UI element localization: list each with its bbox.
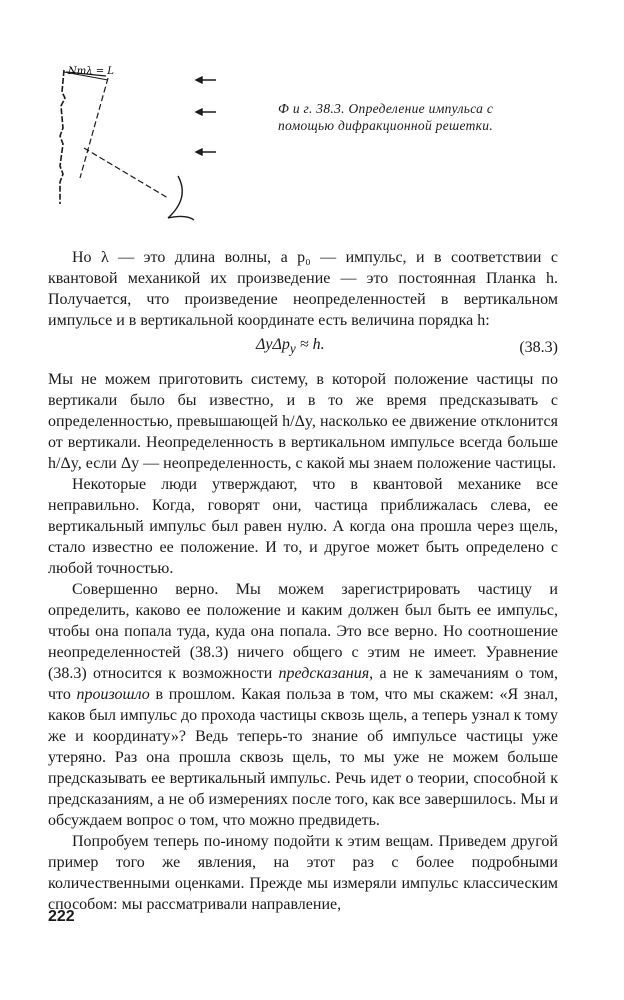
body-text: [48, 247, 558, 915]
paragraph-4-emphasis-2: произошло: [76, 686, 150, 703]
figure-caption: Ф и г. 38.3. Определение импульса с помощью дифракционной решетки.: [278, 101, 494, 133]
paragraph-4-part-3: в прошлом. Какая польза в том, что мы скажем: «Я знал, каков был импульс до прохода частицы сквозь щель, а теперь узнал к тому же и координату»? Ведь теперь-то знание об импульсе частицы уже утеряно. Раз она прошла сквозь щель, то мы уже не можем больше предсказывать ее вертикальный импульс. Речь идет о теории, способной к предсказаниям, а не об измерениях после того, как все завершилось. Мы и обсуждаем вопрос о том, что можно предвидеть.: [48, 686, 559, 829]
diffracted-ray: [80, 78, 108, 178]
paragraph-4-emphasis-1: предсказания: [278, 665, 370, 682]
figure-label: Nmλ = L: [68, 66, 114, 77]
paragraph-4-part-1: Совершенно верно. Мы можем зарегистрировать частицу и определить, каково ее положение и каким должен был быть ее импульс, чтобы она попала туда, куда она попала. Это все верно. Но соотношение неопределенностей (38.3) ничего общего с этим не имеет. Уравнение (38.3) относится к возможности: [48, 581, 558, 682]
paragraph-4-part-2: , а не к замечаниям о том, что: [48, 665, 558, 703]
equation-subscript: y: [289, 341, 296, 357]
incident-arrows: [196, 77, 216, 155]
equation-lhs: ΔyΔp: [256, 336, 290, 354]
paragraph-5: Попробуем теперь по-иному подойти к этим вещам. Приведем другой пример того же явления, на этот раз с более подробными количественными оценками. Прежде мы измеряли импульс классическим способом: мы рассматривали направление,: [48, 833, 558, 913]
paragraph-1: Но λ — это длина волны, а p₀ — импульс, и в соответствии с квантовой механикой их произведение — это постоянная Планка h. Получается, что произведение неопределенностей в вертикальном импульсе и в вертикальной координате есть величина порядка h:: [48, 249, 558, 329]
paragraph-2: Мы не можем приготовить систему, в которой положение частицы по вертикали было бы известно, и в то же время предсказывать с определенностью, превышающей h/Δy, насколько ее движение отклонится от вертикали. Неопределенность в вертикальном импульсе всегда больше h/Δy, если Δy — неопределенность, с какой мы знаем положение частицы.: [48, 371, 558, 472]
page-number: 222: [48, 908, 75, 925]
paragraph-4: [48, 579, 558, 831]
equation-38-3: [48, 333, 558, 361]
grating-line: [60, 70, 65, 204]
equation-number: (38.3): [519, 338, 558, 356]
equation-formula: [256, 334, 325, 359]
equation-rhs: ≈ h.: [295, 336, 325, 354]
diffraction-diagram: [48, 58, 248, 228]
detector-curve: [168, 176, 194, 220]
diffraction-grating-figure: [48, 58, 248, 228]
paragraph-3: Некоторые люди утверждают, что в квантовой механике все неправильно. Когда, говорят они, частица приближалась слева, ее вертикальный импульс был равен нулю. А когда она прошла через щель, стало известно ее положение. И то, и другое может быть определено с любой точностью.: [48, 476, 558, 577]
path-difference-line: [84, 148, 168, 198]
